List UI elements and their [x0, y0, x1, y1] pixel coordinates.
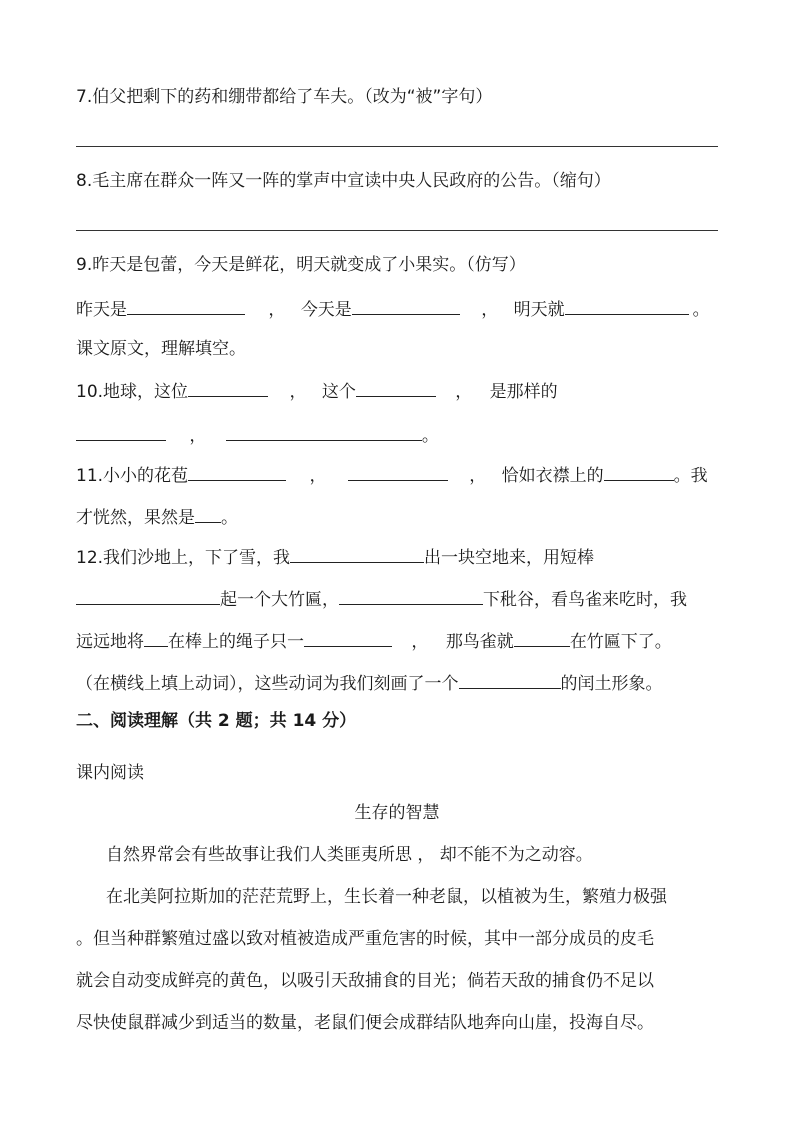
q10-text-b: 这个 — [321, 382, 356, 402]
q10-comma-1: ， — [289, 382, 307, 402]
section-note: 课文原文，理解填空。 — [76, 339, 246, 359]
q9-end: 。 — [692, 300, 710, 320]
q12-text-c: 起一个大竹匾， — [220, 590, 339, 610]
q10-text-c: 是那样的 — [489, 382, 558, 402]
question-10 — [76, 378, 558, 403]
q9-comma-2: ， — [481, 300, 499, 320]
q10-blank-3[interactable] — [76, 422, 166, 441]
q11-blank-2[interactable] — [348, 462, 448, 481]
q11-comma-1: ， — [309, 466, 327, 486]
q9-prefix-3: 明天就 — [513, 300, 565, 320]
question-9-fill-row — [76, 296, 710, 321]
q9-comma-1: ， — [268, 300, 286, 320]
q12-text-a: 12.我们沙地上，下了雪，我 — [76, 548, 291, 568]
q10-end: 。 — [421, 426, 439, 446]
q10-blank-4[interactable] — [226, 422, 422, 441]
question-9: 9.昨天是包蕾，今天是鲜花，明天就变成了小果实。（仿写） — [76, 255, 526, 275]
answer-line-7[interactable] — [76, 146, 718, 147]
q9-blank-1[interactable] — [127, 296, 245, 315]
q10-blank-2[interactable] — [356, 378, 436, 397]
q12-text-h: 在竹匾下了。 — [569, 632, 672, 652]
q12-text-j: 的闰土形象。 — [560, 674, 663, 694]
q12-blank-4[interactable] — [144, 628, 168, 647]
question-12-line-3 — [76, 628, 672, 653]
q12-text-e: 远远地将 — [76, 632, 144, 652]
q9-prefix-1: 昨天是 — [76, 300, 127, 320]
q9-prefix-2: 今天是 — [300, 300, 352, 320]
q9-blank-3[interactable] — [565, 296, 689, 315]
question-11-cont — [76, 504, 238, 529]
reading-paragraph-1: 自然界常会有些故事让我们人类匪夷所思 ， 却不能不为之动容。 — [106, 845, 593, 865]
q12-blank-6[interactable] — [514, 628, 570, 647]
q12-text-i: （在横线上填上动词），这些动词为我们刻画了一个 — [76, 674, 459, 694]
question-8: 8.毛主席在群众一阵又一阵的掌声中宣读中央人民政府的公告。（缩句） — [76, 171, 611, 191]
reading-paragraph-2-line-4: 尽快使鼠群减少到适当的数量，老鼠们便会成群结队地奔向山崖，投海自尽。 — [76, 1013, 654, 1033]
q11-text-c: 。我 — [673, 466, 708, 486]
q12-comma-1: ， — [411, 632, 429, 652]
question-12 — [76, 544, 594, 569]
q11-text-b: 恰如衣襟上的 — [501, 466, 604, 486]
question-12-line-2 — [76, 586, 687, 611]
q9-blank-2[interactable] — [352, 296, 460, 315]
q10-comma-3: ， — [189, 426, 207, 446]
q10-text-a: 10.地球，这位 — [76, 382, 189, 402]
reading-paragraph-2-line-1: 在北美阿拉斯加的茫茫荒野上，生长着一种老鼠，以植被为生，繁殖力极强 — [106, 887, 667, 907]
reading-label: 课内阅读 — [76, 763, 144, 783]
q11-blank-3[interactable] — [604, 462, 674, 481]
q11-blank-1[interactable] — [188, 462, 286, 481]
q11-blank-4[interactable] — [195, 504, 221, 523]
q11-text-d: 才恍然，果然是 — [76, 508, 195, 528]
q10-comma-2: ， — [455, 382, 473, 402]
q12-blank-1[interactable] — [290, 544, 424, 563]
q12-text-f: 在棒上的绳子只一 — [168, 632, 304, 652]
q12-text-d: 下秕谷，看鸟雀来吃时，我 — [483, 590, 687, 610]
reading-paragraph-2-line-3: 就会自动变成鲜亮的黄色，以吸引天敌捕食的目光；倘若天敌的捕食仍不足以 — [76, 971, 654, 991]
q12-blank-2[interactable] — [76, 586, 220, 605]
reading-paragraph-2-line-2: 。但当种群繁殖过盛以致对植被造成严重危害的时候，其中一部分成员的皮毛 — [76, 929, 654, 949]
section-2-title: 二、阅读理解（共 2 题；共 14 分） — [76, 711, 357, 731]
q11-end: 。 — [221, 508, 238, 528]
question-7: 7.伯父把剩下的药和绷带都给了车夫。（改为“被”字句） — [76, 87, 493, 107]
q12-blank-3[interactable] — [339, 586, 483, 605]
question-10-cont — [76, 422, 439, 447]
q11-text-a: 11.小小的花苞 — [76, 466, 189, 486]
answer-line-8[interactable] — [76, 230, 718, 231]
q12-text-g: 那鸟雀就 — [445, 632, 514, 652]
question-11 — [76, 462, 708, 487]
question-12-line-4 — [76, 670, 663, 695]
q12-blank-7[interactable] — [459, 670, 561, 689]
q12-text-b: 出一块空地来，用短棒 — [424, 548, 595, 568]
q11-comma-2: ， — [469, 466, 487, 486]
q12-blank-5[interactable] — [304, 628, 392, 647]
reading-title: 生存的智慧 — [354, 803, 440, 823]
q10-blank-1[interactable] — [188, 378, 268, 397]
